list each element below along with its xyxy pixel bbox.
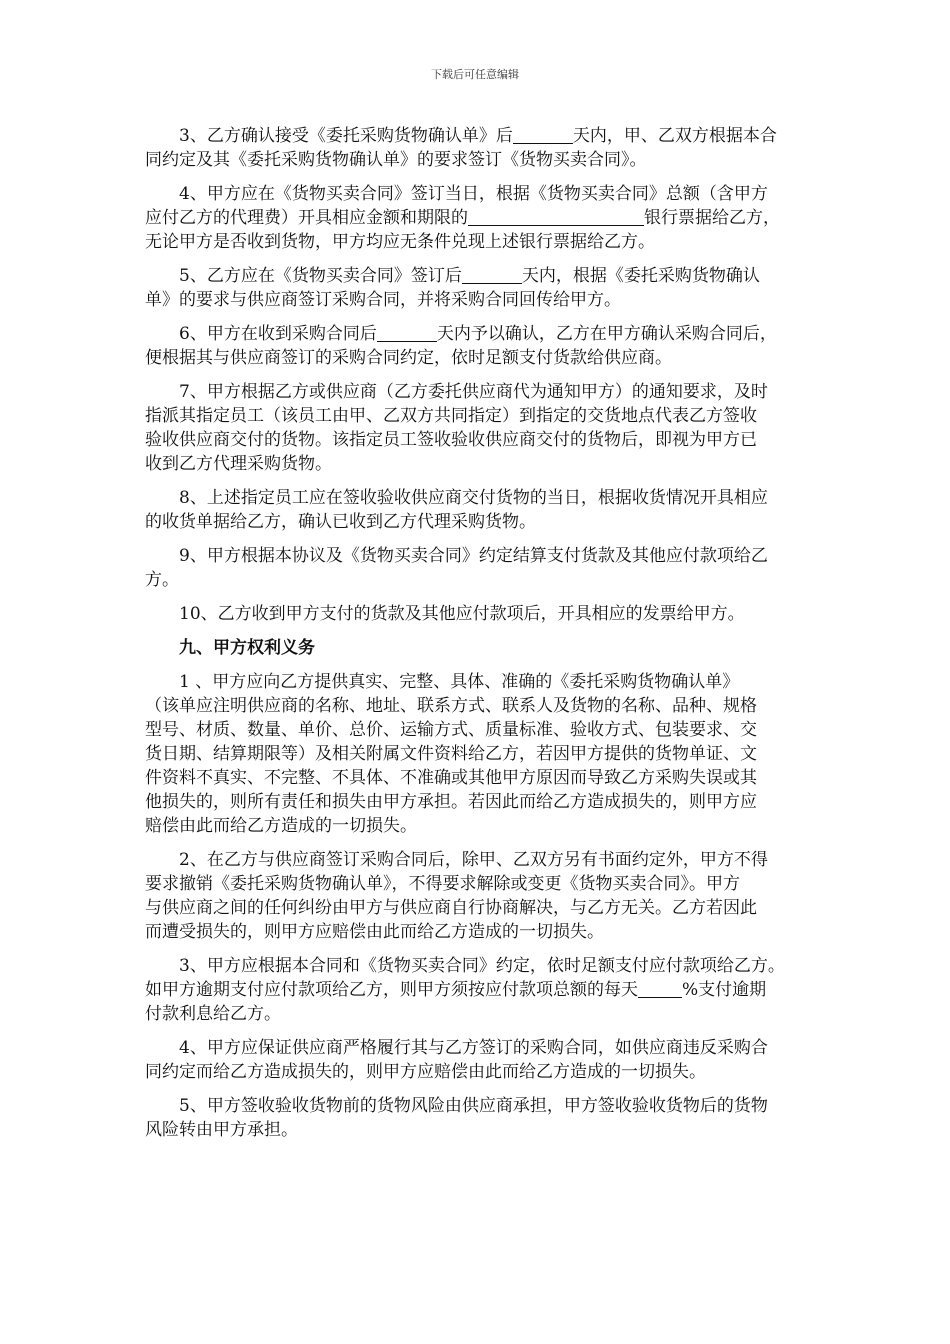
blank-bank-bill <box>468 208 644 226</box>
blank-days <box>513 126 573 144</box>
clause-8-9: 9、甲方根据本协议及《货物买卖合同》约定结算支付货款及其他应付款项给乙 方。 <box>145 546 768 590</box>
page-header: 下载后可任意编辑 <box>431 68 519 81</box>
document-body <box>145 124 845 1152</box>
clause-8-5: 5、乙方应在《货物买卖合同》签订后 天内，根据《委托采购货物确认 单》的要求与供应商签订采购合同，并将采购合同回传给甲方。 <box>145 266 760 310</box>
clause-8-8: 8、上述指定员工应在签收验收供应商交付货物的当日，根据收货情况开具相应 的收货单据给乙方，确认已收到乙方代理采购货物。 <box>145 488 768 532</box>
section-heading: 九、甲方权利义务 <box>179 638 315 658</box>
clause-9-3: 3、甲方应根据本合同和《货物买卖合同》约定，依时足额支付应付款项给乙方。 如甲方逾期支付应付款项给乙方，则甲方须按应付款项总额的每天 %支付逾期 付款利息给乙方。 <box>145 956 785 1024</box>
blank-days <box>377 324 437 342</box>
clause-8-7: 7、甲方根据乙方或供应商（乙方委托供应商代为通知甲方）的通知要求，及时 指派其指定员工（该员工由甲、乙双方共同指定）到指定的交货地点代表乙方签收 验收供应商交付的货物。该指定员工签收验收供应商交付的货物后，即视为甲方已 收到乙方代理采购货物。 <box>145 382 768 474</box>
blank-rate <box>638 980 682 998</box>
clause-9-4: 4、甲方应保证供应商严格履行其与乙方签订的采购合同，如供应商违反采购合 同约定而给乙方造成损失的，则甲方应赔偿由此而给乙方造成的一切损失。 <box>145 1038 768 1082</box>
clause-9-2: 2、在乙方与供应商签订采购合同后，除甲、乙双方另有书面约定外，甲方不得 要求撤销《委托采购货物确认单》，不得要求解除或变更《货物买卖合同》。甲方 与供应商之间的任何纠纷由甲方与供应商自行协商解决，与乙方无关。乙方若因此 而遭受损失的，则甲方应赔偿由此而给乙方造成的一切损失。 <box>145 850 768 942</box>
blank-days <box>462 266 522 284</box>
clause-8-10: 10、乙方收到甲方支付的货款及其他应付款项后，开具相应的发票给甲方。 <box>179 604 745 624</box>
clause-8-4: 4、甲方应在《货物买卖合同》签订当日，根据《货物买卖合同》总额（含甲方 应付乙方的代理费）开具相应金额和期限的 银行票据给乙方， 无论甲方是否收到货物，甲方均应无条件兑现上述银行票据给乙方。 <box>145 184 780 252</box>
clause-9-5: 5、甲方签收验收货物前的货物风险由供应商承担，甲方签收验收货物后的货物 风险转由甲方承担。 <box>145 1096 768 1140</box>
clause-9-1: 1 、甲方应向乙方提供真实、完整、具体、准确的《委托采购货物确认单》 （该单应注明供应商的名称、地址、联系方式、联系人及货物的名称、品种、规格 型号、材质、数量、单价、总价、运输方式、质量标准、验收方式、包装要求、交 货日期、结算期限等）及相关附属文件资料给乙方，若因甲方提供的货物单证、文 件资料不真实、不完整、不具体、不准确或其他甲方原因而导致乙方采购失误或其 他损失的，则所有责任和损失由甲方承担。若因此而给乙方造成损失的，则甲方应 赔偿由此而给乙方造成的一切损失。 <box>145 672 757 836</box>
clause-8-3: 3、乙方确认接受《委托采购货物确认单》后 天内，甲、乙双方根据本合 同约定及其《委托采购货物确认单》的要求签订《货物买卖合同》。 <box>145 126 777 170</box>
clause-8-6: 6、甲方在收到采购合同后 天内予以确认，乙方在甲方确认采购合同后， 便根据其与供应商签订的采购合同约定，依时足额支付货款给供应商。 <box>145 324 777 368</box>
